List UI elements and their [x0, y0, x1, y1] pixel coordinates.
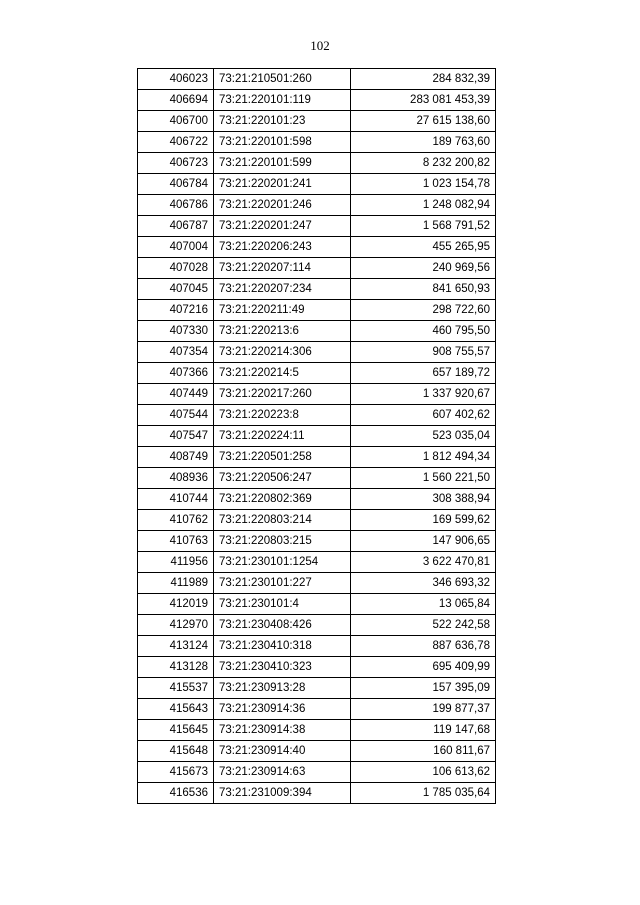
amount-cell: 1 568 791,52 [351, 216, 496, 237]
record-number-cell: 415673 [138, 762, 214, 783]
cadastral-number-cell: 73:21:230410:318 [214, 636, 351, 657]
amount-cell: 157 395,09 [351, 678, 496, 699]
record-number-cell: 406694 [138, 90, 214, 111]
record-number-cell: 407045 [138, 279, 214, 300]
data-table [137, 68, 496, 804]
cadastral-number-cell: 73:21:220207:114 [214, 258, 351, 279]
amount-cell: 523 035,04 [351, 426, 496, 447]
table-row [138, 258, 496, 279]
amount-cell: 522 242,58 [351, 615, 496, 636]
record-number-cell: 406700 [138, 111, 214, 132]
amount-cell: 460 795,50 [351, 321, 496, 342]
record-number-cell: 412970 [138, 615, 214, 636]
table-row [138, 468, 496, 489]
cadastral-number-cell: 73:21:210501:260 [214, 69, 351, 90]
cadastral-number-cell: 73:21:220223:8 [214, 405, 351, 426]
cadastral-number-cell: 73:21:220211:49 [214, 300, 351, 321]
table-row [138, 573, 496, 594]
amount-cell: 1 337 920,67 [351, 384, 496, 405]
amount-cell: 189 763,60 [351, 132, 496, 153]
table-body [138, 69, 496, 804]
cadastral-number-cell: 73:21:220214:5 [214, 363, 351, 384]
cadastral-number-cell: 73:21:220201:247 [214, 216, 351, 237]
record-number-cell: 410763 [138, 531, 214, 552]
record-number-cell: 406787 [138, 216, 214, 237]
cadastral-number-cell: 73:21:220214:306 [214, 342, 351, 363]
table-row [138, 510, 496, 531]
table-row [138, 426, 496, 447]
table-row [138, 90, 496, 111]
table-row [138, 405, 496, 426]
cadastral-number-cell: 73:21:230914:40 [214, 741, 351, 762]
record-number-cell: 406723 [138, 153, 214, 174]
record-number-cell: 407449 [138, 384, 214, 405]
cadastral-number-cell: 73:21:220201:241 [214, 174, 351, 195]
cadastral-number-cell: 73:21:220207:234 [214, 279, 351, 300]
amount-cell: 119 147,68 [351, 720, 496, 741]
cadastral-number-cell: 73:21:220803:214 [214, 510, 351, 531]
cadastral-number-cell: 73:21:230101:4 [214, 594, 351, 615]
cadastral-number-cell: 73:21:230913:28 [214, 678, 351, 699]
cadastral-number-cell: 73:21:220506:247 [214, 468, 351, 489]
cadastral-number-cell: 73:21:231009:394 [214, 783, 351, 804]
table-row [138, 69, 496, 90]
record-number-cell: 416536 [138, 783, 214, 804]
cadastral-number-cell: 73:21:220101:23 [214, 111, 351, 132]
record-number-cell: 410744 [138, 489, 214, 510]
amount-cell: 607 402,62 [351, 405, 496, 426]
amount-cell: 8 232 200,82 [351, 153, 496, 174]
table-row [138, 174, 496, 195]
amount-cell: 147 906,65 [351, 531, 496, 552]
table-row [138, 594, 496, 615]
table-row [138, 552, 496, 573]
cadastral-number-cell: 73:21:230101:227 [214, 573, 351, 594]
amount-cell: 695 409,99 [351, 657, 496, 678]
table-row [138, 741, 496, 762]
table-row [138, 279, 496, 300]
amount-cell: 1 812 494,34 [351, 447, 496, 468]
cadastral-number-cell: 73:21:230914:36 [214, 699, 351, 720]
amount-cell: 199 877,37 [351, 699, 496, 720]
record-number-cell: 408936 [138, 468, 214, 489]
amount-cell: 887 636,78 [351, 636, 496, 657]
amount-cell: 283 081 453,39 [351, 90, 496, 111]
record-number-cell: 407028 [138, 258, 214, 279]
table-row [138, 762, 496, 783]
table-row [138, 342, 496, 363]
amount-cell: 908 755,57 [351, 342, 496, 363]
record-number-cell: 415648 [138, 741, 214, 762]
record-number-cell: 406784 [138, 174, 214, 195]
amount-cell: 1 248 082,94 [351, 195, 496, 216]
page-number: 102 [310, 38, 330, 53]
cadastral-number-cell: 73:21:220201:246 [214, 195, 351, 216]
record-number-cell: 415643 [138, 699, 214, 720]
cadastral-number-cell: 73:21:220224:11 [214, 426, 351, 447]
table-row [138, 615, 496, 636]
cadastral-number-cell: 73:21:220213:6 [214, 321, 351, 342]
amount-cell: 298 722,60 [351, 300, 496, 321]
record-number-cell: 407544 [138, 405, 214, 426]
record-number-cell: 407004 [138, 237, 214, 258]
cadastral-number-cell: 73:21:220501:258 [214, 447, 351, 468]
table-row [138, 678, 496, 699]
table-row [138, 384, 496, 405]
record-number-cell: 406722 [138, 132, 214, 153]
table-row [138, 720, 496, 741]
table-row [138, 153, 496, 174]
record-number-cell: 410762 [138, 510, 214, 531]
record-number-cell: 407354 [138, 342, 214, 363]
amount-cell: 13 065,84 [351, 594, 496, 615]
cadastral-number-cell: 73:21:230410:323 [214, 657, 351, 678]
record-number-cell: 415537 [138, 678, 214, 699]
record-number-cell: 413124 [138, 636, 214, 657]
record-number-cell: 412019 [138, 594, 214, 615]
table-row [138, 321, 496, 342]
amount-cell: 3 622 470,81 [351, 552, 496, 573]
amount-cell: 841 650,93 [351, 279, 496, 300]
table-row [138, 636, 496, 657]
record-number-cell: 411956 [138, 552, 214, 573]
amount-cell: 27 615 138,60 [351, 111, 496, 132]
record-number-cell: 415645 [138, 720, 214, 741]
amount-cell: 308 388,94 [351, 489, 496, 510]
cadastral-number-cell: 73:21:230914:63 [214, 762, 351, 783]
record-number-cell: 406786 [138, 195, 214, 216]
amount-cell: 1 785 035,64 [351, 783, 496, 804]
amount-cell: 455 265,95 [351, 237, 496, 258]
table-row [138, 363, 496, 384]
cadastral-number-cell: 73:21:220802:369 [214, 489, 351, 510]
amount-cell: 284 832,39 [351, 69, 496, 90]
record-number-cell: 406023 [138, 69, 214, 90]
table-row [138, 300, 496, 321]
table-row [138, 237, 496, 258]
table-row [138, 531, 496, 552]
record-number-cell: 407216 [138, 300, 214, 321]
cadastral-number-cell: 73:21:220101:119 [214, 90, 351, 111]
record-number-cell: 411989 [138, 573, 214, 594]
table-row [138, 657, 496, 678]
table-row [138, 489, 496, 510]
table-row [138, 216, 496, 237]
cadastral-number-cell: 73:21:230914:38 [214, 720, 351, 741]
record-number-cell: 408749 [138, 447, 214, 468]
record-number-cell: 407547 [138, 426, 214, 447]
cadastral-number-cell: 73:21:220217:260 [214, 384, 351, 405]
amount-cell: 1 023 154,78 [351, 174, 496, 195]
cadastral-number-cell: 73:21:230101:1254 [214, 552, 351, 573]
amount-cell: 657 189,72 [351, 363, 496, 384]
record-number-cell: 407330 [138, 321, 214, 342]
amount-cell: 240 969,56 [351, 258, 496, 279]
amount-cell: 1 560 221,50 [351, 468, 496, 489]
cadastral-number-cell: 73:21:220206:243 [214, 237, 351, 258]
cadastral-number-cell: 73:21:220803:215 [214, 531, 351, 552]
record-number-cell: 413128 [138, 657, 214, 678]
amount-cell: 106 613,62 [351, 762, 496, 783]
table-row [138, 699, 496, 720]
amount-cell: 346 693,32 [351, 573, 496, 594]
table-row [138, 132, 496, 153]
table-row [138, 783, 496, 804]
table-row [138, 195, 496, 216]
table-row [138, 447, 496, 468]
cadastral-number-cell: 73:21:220101:599 [214, 153, 351, 174]
cadastral-number-cell: 73:21:220101:598 [214, 132, 351, 153]
table-row [138, 111, 496, 132]
amount-cell: 160 811,67 [351, 741, 496, 762]
record-number-cell: 407366 [138, 363, 214, 384]
cadastral-number-cell: 73:21:230408:426 [214, 615, 351, 636]
amount-cell: 169 599,62 [351, 510, 496, 531]
